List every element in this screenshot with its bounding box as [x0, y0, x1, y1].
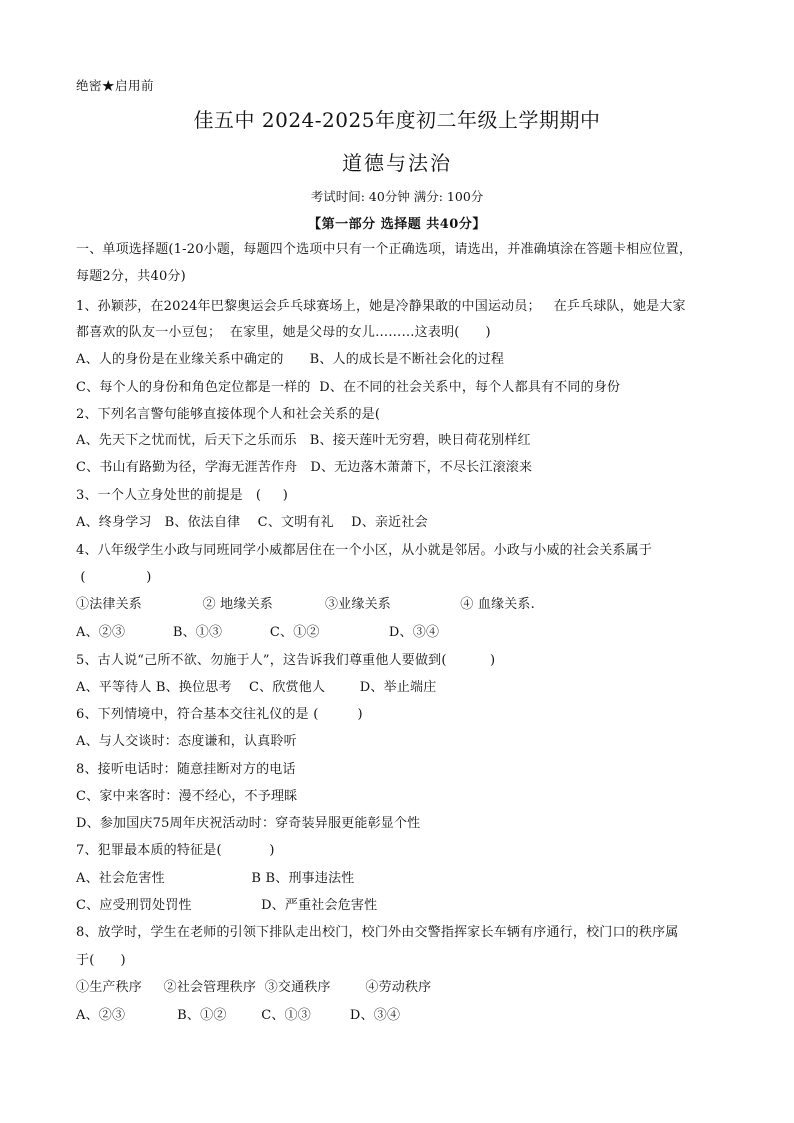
option-line: 8、接听电话时：随意挂断对方的电话: [76, 762, 296, 777]
option-line: C、应受刑罚处罚性 D、严重社会危害性: [76, 898, 378, 913]
option-line: A、社会危害性 B B、刑事违法性: [76, 871, 355, 886]
confidential-label: 绝密★启用前: [76, 78, 155, 93]
question-line: 1、孙颖莎，在2024年巴黎奥运会乒乓球赛场上，她是冷静果敢的中国运动员； 在乒乓球队，她是大家: [76, 299, 686, 314]
exam-title: 佳五中 2024-2025年度初二年级上学期期中: [193, 108, 601, 132]
question-line: 都喜欢的队友一小豆包； 在家里，她是父母的女儿………这表明( ): [76, 325, 491, 340]
instruction-line: 一、单项选择题(1-20小题，每题四个选项中只有一个正确选项，请选出，并准确填涂在答题卡相应位置，: [76, 242, 693, 257]
question-line: 6、下列情境中，符合基本交往礼仪的是 ( ): [76, 707, 363, 722]
instruction-line: 每题2分，共40分): [76, 269, 186, 284]
option-line: A、②③ B、①② C、①③ D、③④: [76, 1008, 401, 1023]
exam-info: 考试时间: 40分钟 满分: 100分: [310, 189, 484, 204]
option-line: C、家中来客时：漫不经心，不予理睬: [76, 789, 298, 804]
section-title: 【第一部分 选择题 共40分】: [308, 217, 486, 232]
option-line: C、书山有路勤为径，学海无涯苦作舟 D、无边落木萧萧下，不尽长江滚滚来: [76, 460, 533, 475]
option-line: A、终身学习 B、依法自律 C、文明有礼 D、亲近社会: [76, 515, 428, 530]
option-line: C、每个人的身份和角色定位都是一样的 D、在不同的社会关系中，每个人都具有不同的身份: [76, 380, 621, 395]
option-line: A、与人交谈时：态度谦和，认真聆听: [76, 734, 297, 749]
option-line: A、先天下之忧而忧，后天下之乐而乐 B、接天莲叶无穷碧，映日荷花别样红: [76, 433, 531, 448]
subject-title: 道德与法治: [342, 151, 452, 175]
question-line: ( ): [76, 570, 152, 585]
option-line: D、参加国庆75周年庆祝活动时：穿奇装异服更能彰显个性: [76, 816, 421, 831]
option-line: A、平等待人 B、换位思考 C、欣赏他人 D、举止端庄: [76, 680, 437, 695]
question-line: 4、八年级学生小政与同班同学小威都居住在一个小区，从小就是邻居。小政与小威的社会关系属于: [76, 543, 653, 558]
option-line: A、人的身份是在业缘关系中确定的 B、人的成长是不断社会化的过程: [76, 352, 505, 367]
question-line: 3、一个人立身处世的前提是 ( ): [76, 488, 289, 503]
option-line: ①法律关系 ② 地缘关系 ③业缘关系 ④ 血缘关系.: [76, 597, 535, 612]
question-line: 5、古人说“己所不欲、勿施于人”，这告诉我们尊重他人要做到( ): [76, 653, 496, 668]
question-line: 2、下列名言警句能够直接体现个人和社会关系的是(: [76, 407, 381, 422]
question-line: 于( ): [76, 953, 126, 968]
option-line: ①生产秩序 ②社会管理秩序 ③交通秩序 ④劳动秩序: [76, 980, 432, 995]
option-line: A、②③ B、①③ C、①② D、③④: [76, 625, 440, 640]
question-line: 8、放学时，学生在老师的引领下排队走出校门，校门外由交警指挥家长车辆有序通行，校门口的秩序属: [76, 925, 679, 940]
question-line: 7、犯罪最本质的特征是( ): [76, 843, 275, 858]
